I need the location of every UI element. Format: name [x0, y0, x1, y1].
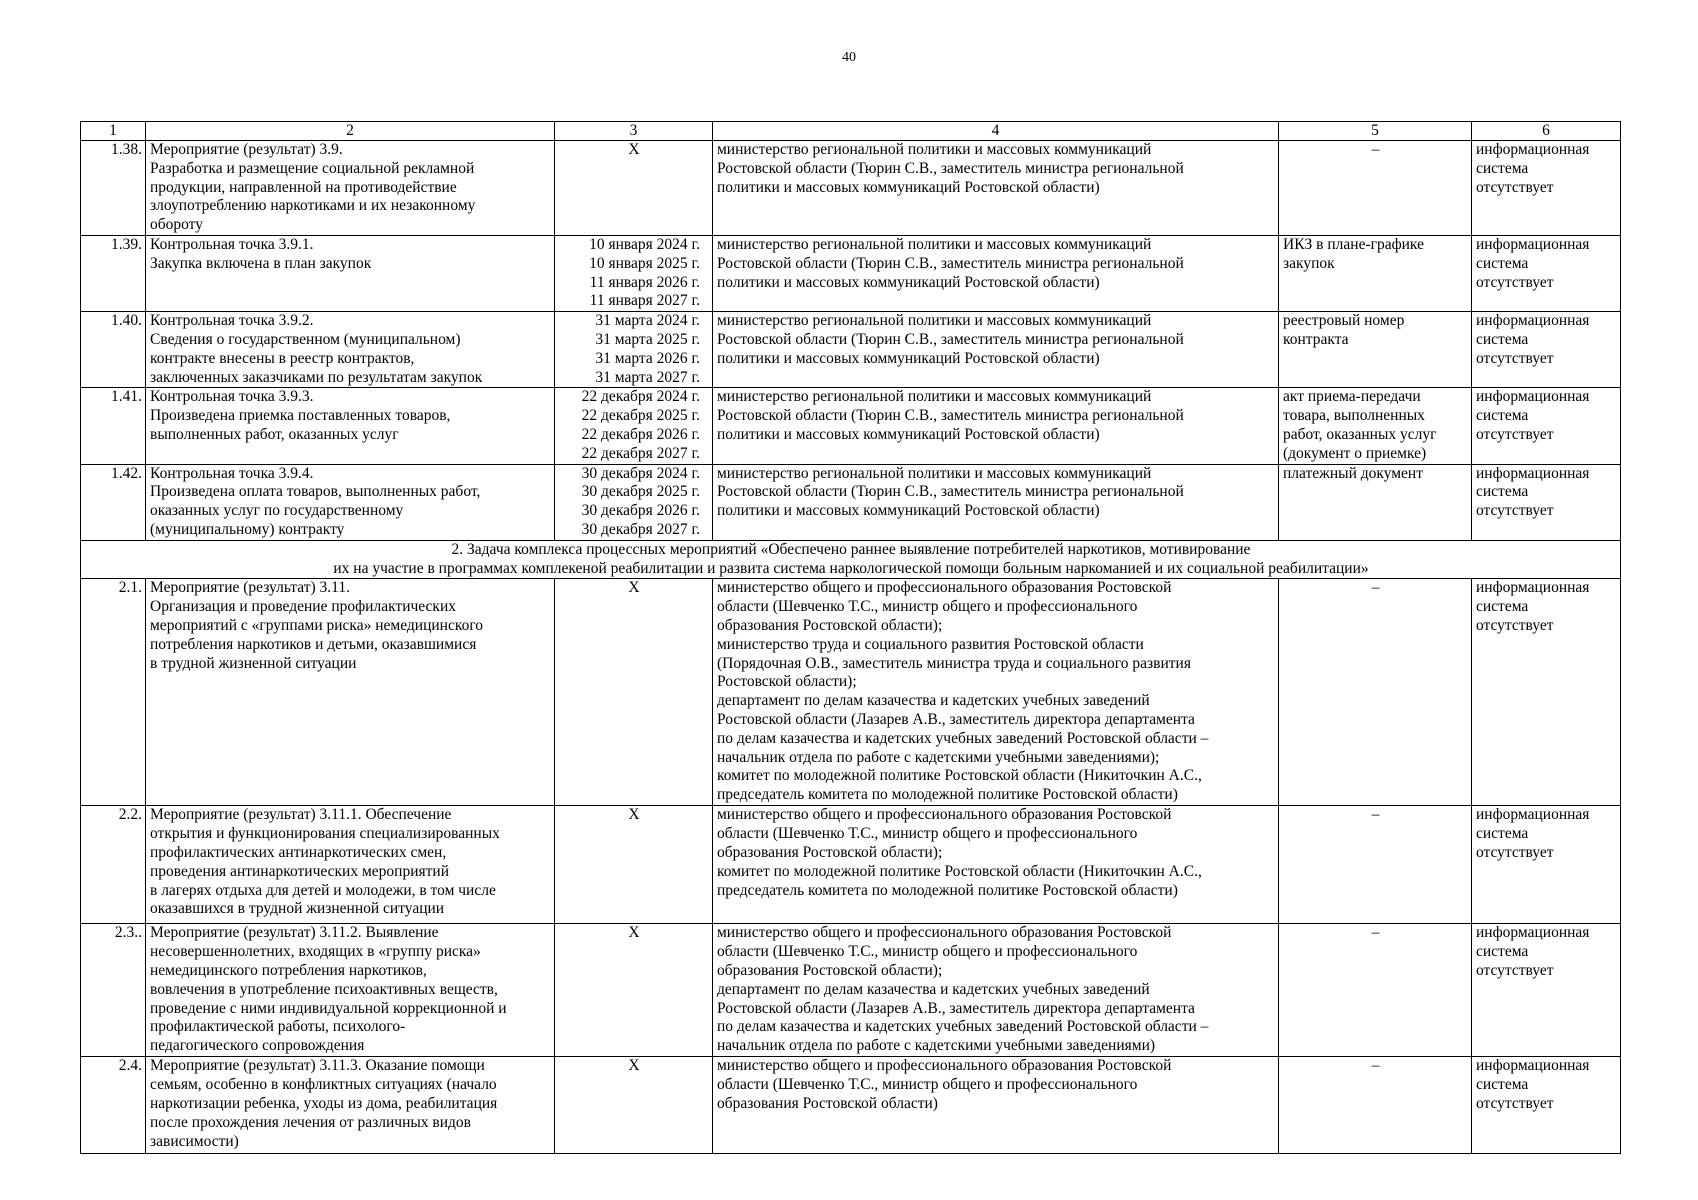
plan-table — [80, 121, 1621, 1154]
row-measure-name: Контрольная точка 3.9.4. Произведена оплата товаров, выполненных работ, оказанных услуг по государственному (муниципальному) контракту — [146, 464, 555, 540]
header-row — [81, 122, 1621, 141]
row-dates: Х — [555, 141, 713, 236]
row-number: 2.2. — [81, 806, 146, 924]
row-document: акт приема-передачи товара, выполненных работ, оказанных услуг (документ о приемке) — [1279, 388, 1472, 464]
table-row — [81, 579, 1621, 806]
row-measure-name: Мероприятие (результат) 3.11. Организация и проведение профилактических мероприятий с «группами риска» немедицинского потребления наркотиков и детьми, оказавшимися в трудной жизненной ситуации — [146, 579, 555, 806]
table-row — [81, 235, 1621, 311]
row-responsible: министерство общего и профессионального образования Ростовской области (Шевченко Т.С., министр общего и профессионального образования Ростовской области); министерство труда и социального развития Ростовской области (Порядочная О.В., заместитель министра труда и социального развития Ростовской области); департамент по делам казачества и кадетских учебных заведений Ростовской области (Лазарев А.В., заместитель директора департамента по делам казачества и кадетских учебных заведений Ростовской области – начальник отдела по работе с кадетскими учебными заведениями); комитет по молодежной политике Ростовской области (Никиточкин А.С., председатель комитета по молодежной политике Ростовской области) — [713, 579, 1279, 806]
row-dates: 30 декабря 2024 г. 30 декабря 2025 г. 30 декабря 2026 г. 30 декабря 2027 г. — [555, 464, 713, 540]
row-number: 2.1. — [81, 579, 146, 806]
row-info-system: информационная система отсутствует — [1472, 235, 1621, 311]
row-measure-name: Контрольная точка 3.9.3. Произведена приемка поставленных товаров, выполненных работ, оказанных услуг — [146, 388, 555, 464]
row-number: 2.3.. — [81, 924, 146, 1057]
header-cell-1: 1 — [81, 122, 146, 141]
row-responsible: министерство региональной политики и массовых коммуникаций Ростовской области (Тюрин С.В., заместитель министра региональной политики и массовых коммуникаций Ростовской области) — [713, 312, 1279, 388]
row-document: – — [1279, 141, 1472, 236]
row-responsible: министерство общего и профессионального образования Ростовской области (Шевченко Т.С., министр общего и профессионального образования Ростовской области) — [713, 1057, 1279, 1154]
row-measure-name: Контрольная точка 3.9.2. Сведения о государственном (муниципальном) контракте внесены в реестр контрактов, заключенных заказчиками по результатам закупок — [146, 312, 555, 388]
header-cell-3: 3 — [555, 122, 713, 141]
header-cell-5: 5 — [1279, 122, 1472, 141]
row-number: 1.41. — [81, 388, 146, 464]
row-document: – — [1279, 1057, 1472, 1154]
table-row — [81, 1057, 1621, 1154]
row-dates: Х — [555, 1057, 713, 1154]
row-responsible: министерство региональной политики и массовых коммуникаций Ростовской области (Тюрин С.В., заместитель министра региональной политики и массовых коммуникаций Ростовской области) — [713, 464, 1279, 540]
row-document: – — [1279, 579, 1472, 806]
row-document: ИКЗ в плане-графике закупок — [1279, 235, 1472, 311]
row-number: 1.39. — [81, 235, 146, 311]
page-number: 40 — [842, 50, 856, 65]
header-cell-6: 6 — [1472, 122, 1621, 141]
header-cell-4: 4 — [713, 122, 1279, 141]
row-measure-name: Мероприятие (результат) 3.9. Разработка и размещение социальной рекламной продукции, направленной на противодействие злоупотреблению наркотиками и их незаконному обороту — [146, 141, 555, 236]
row-dates: 10 января 2024 г. 10 января 2025 г. 11 января 2026 г. 11 января 2027 г. — [555, 235, 713, 311]
row-document: платежный документ — [1279, 464, 1472, 540]
table-row — [81, 141, 1621, 236]
row-document: – — [1279, 806, 1472, 924]
row-info-system: информационная система отсутствует — [1472, 312, 1621, 388]
row-dates: 31 марта 2024 г. 31 марта 2025 г. 31 марта 2026 г. 31 марта 2027 г. — [555, 312, 713, 388]
row-dates: Х — [555, 579, 713, 806]
table-row — [81, 312, 1621, 388]
header-cell-2: 2 — [146, 122, 555, 141]
row-info-system: информационная система отсутствует — [1472, 806, 1621, 924]
row-document: – — [1279, 924, 1472, 1057]
row-number: 1.38. — [81, 141, 146, 236]
row-info-system: информационная система отсутствует — [1472, 141, 1621, 236]
row-number: 1.40. — [81, 312, 146, 388]
row-dates: Х — [555, 806, 713, 924]
row-dates: 22 декабря 2024 г. 22 декабря 2025 г. 22 декабря 2026 г. 22 декабря 2027 г. — [555, 388, 713, 464]
row-responsible: министерство региональной политики и массовых коммуникаций Ростовской области (Тюрин С.В., заместитель министра региональной политики и массовых коммуникаций Ростовской области) — [713, 388, 1279, 464]
table-row — [81, 388, 1621, 464]
row-measure-name: Мероприятие (результат) 3.11.3. Оказание помощи семьям, особенно в конфликтных ситуациях (начало наркотизации ребенка, уходы из дома, реабилитация после прохождения лечения от различных видов зависимости) — [146, 1057, 555, 1154]
section-title: 2. Задача комплекса процессных мероприятий «Обеспечено раннее выявление потребителей наркотиков, мотивирование их на участие в программах комплекеной реабилитации и развита система наркологической помощи больным наркоманией и их социальной реабилитации» — [81, 540, 1621, 579]
row-measure-name: Мероприятие (результат) 3.11.1. Обеспечение открытия и функционирования специализированных профилактических антинаркотических смен, проведения антинаркотических мероприятий в лагерях отдыха для детей и молодежи, в том числе оказавшихся в трудной жизненной ситуации — [146, 806, 555, 924]
row-responsible: министерство региональной политики и массовых коммуникаций Ростовской области (Тюрин С.В., заместитель министра региональной политики и массовых коммуникаций Ростовской области) — [713, 141, 1279, 236]
row-dates: Х — [555, 924, 713, 1057]
table-row — [81, 924, 1621, 1057]
row-info-system: информационная система отсутствует — [1472, 388, 1621, 464]
row-responsible: министерство общего и профессионального образования Ростовской области (Шевченко Т.С., министр общего и профессионального образования Ростовской области); департамент по делам казачества и кадетских учебных заведений Ростовской области (Лазарев А.В., заместитель директора департамента по делам казачества и кадетских учебных заведений Ростовской области – начальник отдела по работе с кадетскими учебными заведениями) — [713, 924, 1279, 1057]
row-number: 1.42. — [81, 464, 146, 540]
row-responsible: министерство региональной политики и массовых коммуникаций Ростовской области (Тюрин С.В., заместитель министра региональной политики и массовых коммуникаций Ростовской области) — [713, 235, 1279, 311]
row-document: реестровый номер контракта — [1279, 312, 1472, 388]
table-row — [81, 464, 1621, 540]
row-info-system: информационная система отсутствует — [1472, 579, 1621, 806]
table-row — [81, 806, 1621, 924]
row-info-system: информационная система отсутствует — [1472, 1057, 1621, 1154]
row-measure-name: Контрольная точка 3.9.1. Закупка включена в план закупок — [146, 235, 555, 311]
section-row — [81, 540, 1621, 579]
row-info-system: информационная система отсутствует — [1472, 924, 1621, 1057]
row-responsible: министерство общего и профессионального образования Ростовской области (Шевченко Т.С., министр общего и профессионального образования Ростовской области); комитет по молодежной политике Ростовской области (Никиточкин А.С., председатель комитета по молодежной политике Ростовской области) — [713, 806, 1279, 924]
row-info-system: информационная система отсутствует — [1472, 464, 1621, 540]
row-measure-name: Мероприятие (результат) 3.11.2. Выявление несовершеннолетних, входящих в «группу риска» немедицинского потребления наркотиков, вовлечения в употребление психоактивных веществ, проведение с ними индивидуальной коррекционной и профилактической работы, психолого- педагогического сопровождения — [146, 924, 555, 1057]
row-number: 2.4. — [81, 1057, 146, 1154]
